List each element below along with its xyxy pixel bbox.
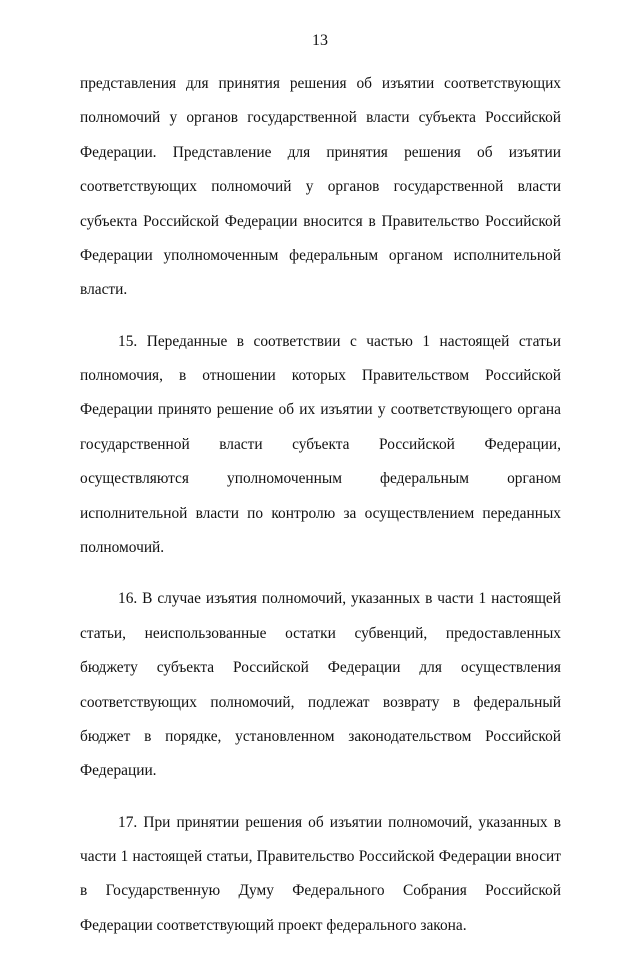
paragraph-16: 16. В случае изъятия полномочий, указанных в части 1 настоящей статьи, неиспользованные остатки субвенций, предоставленных бюджету субъекта Российской Федерации для осуществления соответствующих полномочий, подлежат возврату в федеральный бюджет в порядке, установленном законодательством Российской Федерации. <box>80 590 561 780</box>
page-number: 13 <box>312 32 328 49</box>
paragraph-15: 15. Переданные в соответствии с частью 1 настоящей статьи полномочия, в отношении которых Правительством Российской Федерации принято решение об их изъятии у соответствующего органа государственной власти субъекта Российской Федерации, осуществляются уполномоченным федеральным органом исполнительной власти по контролю за осуществлением переданных полномочий. <box>80 332 561 557</box>
paragraph-17: 17. При принятии решения об изъятии полномочий, указанных в части 1 настоящей статьи, Правительство Российской Федерации вносит в Государственную Думу Федерального Собрания Российской Федерации соответствующий проект федерального закона. <box>80 813 561 934</box>
paragraph-continuation: представления для принятия решения об изъятии соответствующих полномочий у органов государственной власти субъекта Российской Федерации. Представление для принятия решения об изъятии соответствующих полномочий у органов государственной власти субъекта Российской Федерации вносится в Правительство Российской Федерации уполномоченным федеральным органом исполнительной власти. <box>80 75 561 299</box>
document-body <box>80 67 561 960</box>
